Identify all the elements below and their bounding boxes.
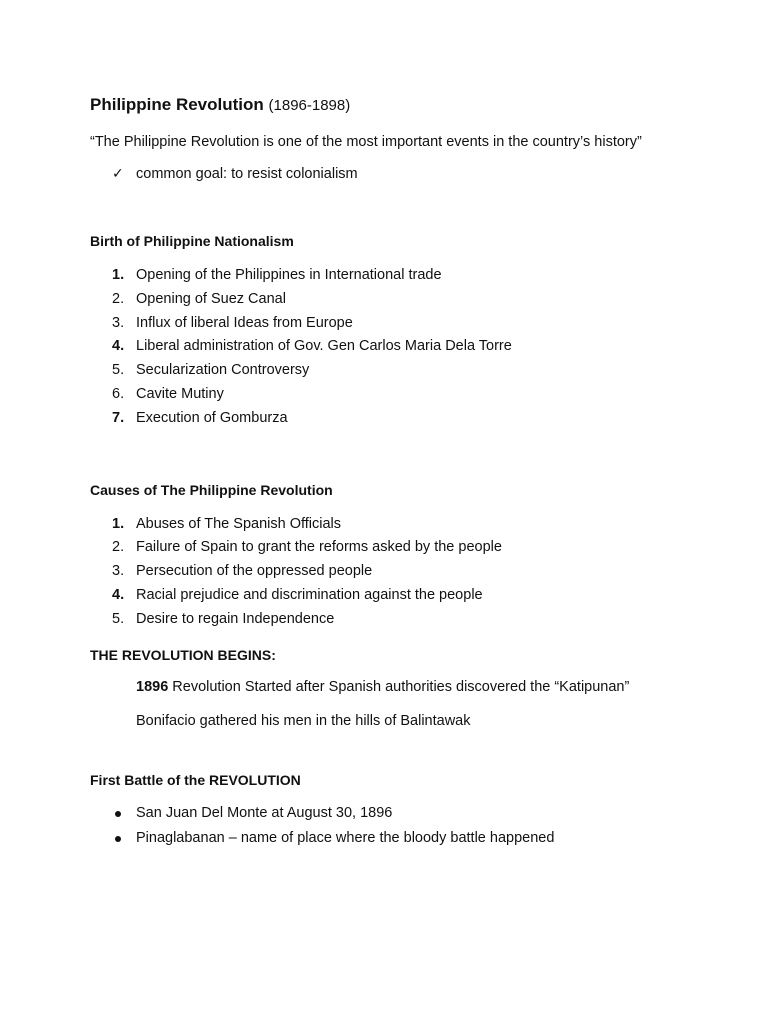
list-item-text: Influx of liberal Ideas from Europe bbox=[136, 314, 353, 331]
list-item bbox=[90, 312, 690, 336]
list-item-text: Pinaglabanan – name of place where the bloody battle happened bbox=[136, 829, 555, 846]
list-item-text: Opening of the Philippines in International trade bbox=[136, 267, 442, 283]
list-item-text: Persecution of the oppressed people bbox=[136, 563, 373, 580]
list-item-text: Abuses of The Spanish Officials bbox=[136, 515, 341, 532]
bullet-icon bbox=[115, 811, 121, 817]
list-number: 3. bbox=[112, 563, 125, 580]
list-item-text: Opening of Suez Canal bbox=[136, 290, 286, 307]
birth-list bbox=[90, 264, 690, 431]
list-item bbox=[90, 560, 690, 584]
revolution-start-text: Revolution Started after Spanish authorities discovered the “Katipunan” bbox=[168, 678, 630, 695]
list-number: 4. bbox=[112, 586, 125, 603]
list-number: 4. bbox=[112, 338, 125, 355]
list-item bbox=[90, 383, 690, 407]
list-number: 7. bbox=[112, 409, 125, 426]
bullet-icon bbox=[115, 836, 121, 842]
revolution-start-paragraph bbox=[90, 676, 630, 699]
list-item-text: San Juan Del Monte at August 30, 1896 bbox=[136, 804, 393, 821]
list-number: 2. bbox=[112, 290, 125, 307]
list-item-text: Cavite Mutiny bbox=[136, 385, 224, 402]
list-item bbox=[90, 359, 690, 383]
goal-item bbox=[90, 164, 690, 184]
list-item bbox=[90, 826, 690, 851]
list-item-text: Desire to regain Independence bbox=[136, 610, 335, 627]
causes-heading: Causes of The Philippine Revolution bbox=[90, 481, 333, 498]
first-battle-list bbox=[90, 801, 690, 851]
list-item bbox=[90, 608, 690, 632]
list-number: 1. bbox=[112, 267, 125, 283]
list-item-text: Liberal administration of Gov. Gen Carlos Maria Dela Torre bbox=[136, 338, 512, 355]
list-item-text: Execution of Gomburza bbox=[136, 409, 288, 426]
list-number: 3. bbox=[112, 314, 125, 331]
title-text: Philippine Revolution bbox=[90, 95, 264, 114]
list-item bbox=[90, 407, 690, 431]
list-number: 5. bbox=[112, 362, 125, 379]
title-years: (1896-1898) bbox=[268, 97, 351, 114]
list-item bbox=[90, 513, 690, 537]
document-content bbox=[90, 93, 690, 851]
year-1896: 1896 bbox=[136, 678, 169, 695]
list-item-text: Racial prejudice and discrimination against the people bbox=[136, 586, 483, 603]
list-item bbox=[90, 536, 690, 560]
list-item bbox=[90, 801, 690, 826]
list-item bbox=[90, 264, 690, 288]
bonifacio-paragraph: Bonifacio gathered his men in the hills of Balintawak bbox=[136, 712, 471, 729]
list-item bbox=[90, 335, 690, 359]
list-number: 6. bbox=[112, 385, 125, 402]
goal-list bbox=[90, 164, 690, 184]
checkmark-icon: ✓ bbox=[112, 166, 124, 182]
causes-list bbox=[90, 513, 690, 632]
list-number: 2. bbox=[112, 539, 125, 556]
list-item bbox=[90, 288, 690, 312]
intro-quote: “The Philippine Revolution is one of the most important events in the country’s history” bbox=[90, 134, 642, 150]
list-item bbox=[90, 584, 690, 608]
page-title bbox=[90, 93, 690, 118]
list-number: 1. bbox=[112, 515, 125, 532]
list-item-text: Failure of Spain to grant the reforms asked by the people bbox=[136, 539, 502, 556]
birth-heading: Birth of Philippine Nationalism bbox=[90, 233, 294, 249]
list-item-text: Secularization Controversy bbox=[136, 362, 310, 379]
goal-item-text: common goal: to resist colonialism bbox=[136, 166, 358, 182]
begins-heading: THE REVOLUTION BEGINS: bbox=[90, 646, 276, 663]
list-number: 5. bbox=[112, 610, 125, 627]
first-battle-heading: First Battle of the REVOLUTION bbox=[90, 771, 301, 788]
